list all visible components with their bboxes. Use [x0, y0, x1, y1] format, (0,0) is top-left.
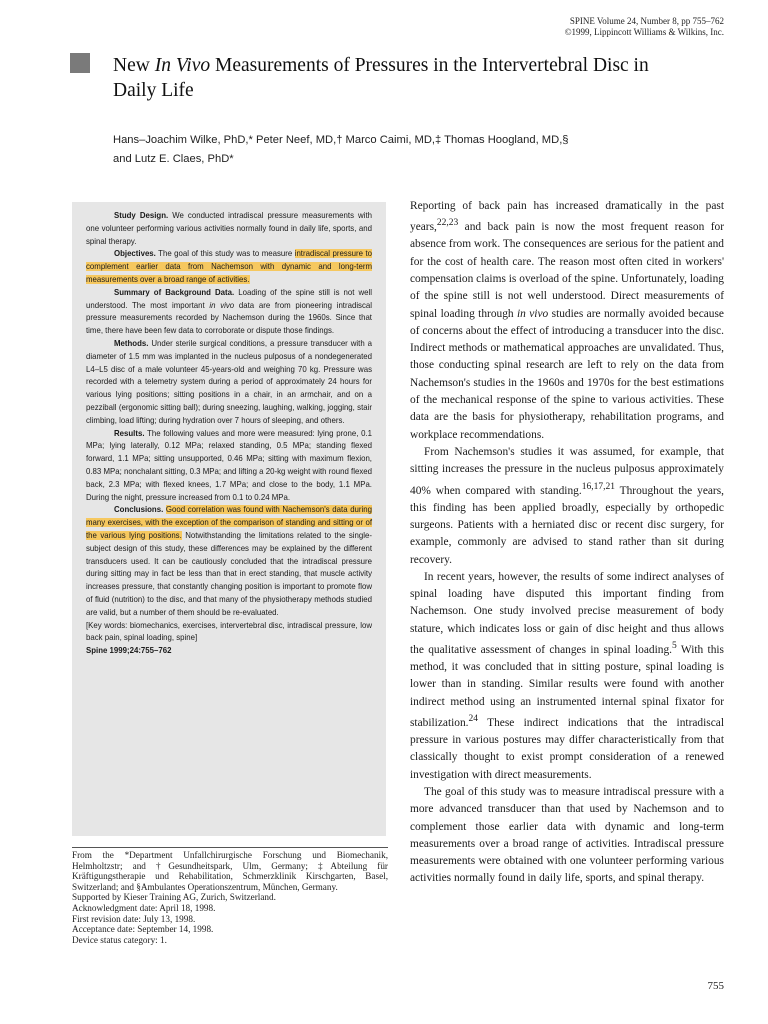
citation-ref: 5: [672, 641, 677, 652]
abstract-results: [86, 428, 372, 505]
text-run: From Nachemson's studies it was assumed, for example, that sitting increases the pressure in the nucleus pulposus approximately 40% when compared with standing.: [410, 445, 724, 497]
section-text: data are from pioneering intradiscal pressure measurements recorded by Nachemson during the 1960s. Since that time, there have been few data to corroborate or dispute those findings.: [86, 300, 373, 336]
section-text: Under sterile surgical conditions, a pressure transducer with a diameter of 1.5 mm was implanted in the nucleus pulposus of a nondegenerated L4–L5 disc of a male volunteer 45-years-old and weighing 70 kg. Pressure was recorded with a telemetry system during a period of approximately 24 hours for various lying positions; sitting positions in a chair, in an armchair, and on a pezziball (ergonomic sitting ball); during sneezing, laughing, walking, jogging, stair climbing, load lifting; during hydration over 7 hours of sleeping, and others.: [86, 338, 372, 425]
author-list: [113, 131, 673, 169]
abstract-objectives: [86, 248, 372, 286]
structured-abstract: [72, 202, 386, 836]
text-run: Reporting of back pain has increased dramatically in the past years,: [410, 200, 724, 234]
abstract-background: [86, 287, 372, 338]
footnotes: [72, 847, 388, 945]
body-paragraph-4: The goal of this study was to measure intradiscal pressure with a more advanced transducer than that used by Nachemson and to complement those earlier data with dynamic and long-term measurements over a broad range of activities. Intradiscal pressure measurements were obtained with one volunteer performing various activities normally found in daily life, sports, and spinal therapy.: [410, 785, 724, 885]
journal-citation-line: SPINE Volume 24, Number 8, pp 755–762: [569, 16, 724, 26]
italic-text: in vivo: [209, 300, 235, 310]
abstract-citation: Spine 1999;24:755–762: [86, 646, 172, 656]
text-run: and back pain is now the most frequent reason for absence from work. The consequences are serious for the patient and for the cost of health care. The reason most often cited in workers' compensation claims is overload of the spine. Unfortunately, loading of the spine still is not well understood. Direct measurements of spinal loading through: [410, 221, 724, 320]
text-run: Throughout the years, this finding has been applied broadly, especially by orthopedic surgeons. Patients with a herniated disc or recent disc surgery, for example, commonly are advised to stand rather than sit during recovery.: [410, 484, 725, 566]
section-heading: Objectives.: [114, 249, 156, 259]
body-paragraph-2: [410, 444, 724, 569]
abstract-study-design: [86, 210, 372, 248]
body-paragraph-3: [410, 569, 724, 784]
citation-ref: 16,17,21: [581, 481, 615, 492]
abstract-conclusions: [86, 504, 372, 619]
article-title: [113, 53, 673, 103]
text-run: With this method, it was concluded that in sitting posture, spinal loading is lower than in standing. Similar results were found with another indirect method using an instrumented internal spinal fixator for stabilization.: [410, 643, 724, 729]
highlighted-text: Good correlation was found with Nachemson's data during many exercises, with the exception of the comparison of standing and sitting or of the various lying positions.: [86, 505, 372, 540]
title-part: New: [113, 55, 155, 76]
italic-text: in vivo: [517, 307, 549, 320]
footnote-device-status: Device status category: 1.: [72, 934, 167, 945]
citation-ref: 22,23: [436, 218, 459, 229]
text-run: These indirect indications that the intradiscal pressure in various postures may differ characteristically from that classically thought to exist prompt consideration of a renewed investigation with direct measurements.: [410, 716, 724, 781]
section-text: Loading of the spine still is not well understood. The most important: [86, 287, 372, 310]
section-heading: Study Design.: [114, 211, 169, 220]
section-heading: Conclusions.: [114, 505, 164, 515]
footnote-affiliations: From the *Department Unfallchirurgische Forschung und Biomechanik, Helmholtzstr; and †Gesundheitspark, Ulm, Germany; ‡Abteilung für Kräftigungstherapie und Rehabilitation, Schmerzklinik Kirschgarten, Basel, Switzerland; and §Ambulantes Operationszentrum, München, Germany.: [72, 850, 388, 892]
text-run: studies are normally avoided because of concerns about the effect of introducing a transducer into the disc. Indirect methods or mathematical approaches are unvalidated. Thus, those conducting spinal research are left to rely on the data from Nachemson's studies in the 1960s and 1970s for the best estimations of the mechanical response of the spine to various activities. These data are the basis for physiotherapy, rehabilitation programs, and workplace recommendations.: [410, 307, 724, 441]
section-text: Notwithstanding the limitations related to the single-subject design of this study, these differences may be explained by the different transducers used. It can be cautiously concluded that the intradiscal pressure during sitting may in fact be less than that in erect standing, that muscle activity increases pressure, that constantly changing position is important to promote flow of fluid (nutrition) to the disc, and that many of the physiotherapy methods studied are valid, but a number of them should be re-evaluated.: [86, 530, 372, 617]
footnote-first-revision-date: First revision date: July 13, 1998.: [72, 913, 196, 924]
introduction-column: [410, 198, 724, 888]
footnote-acceptance-date: Acceptance date: September 14, 1998.: [72, 924, 214, 935]
section-heading: Methods.: [114, 338, 149, 348]
title-marker-square: [70, 53, 90, 73]
title-part: Measurements of Pressures in the Intervertebral Disc in Daily Life: [113, 55, 649, 101]
copyright-line: ©1999, Lippincott Williams & Wilkins, Inc.: [564, 27, 724, 37]
text-run: In recent years, however, the results of some indirect analyses of spinal loading have disputed this important finding from Nachemson. One study involved precise measurement of body stature, which indicates loss or gain of disc height and thus allows the qualitative assessment of changes in spinal loading.: [410, 570, 724, 656]
section-text: The following values and more were measured: lying prone, 0.1 MPa; lying laterally, 0.12 MPa; relaxed standing, 0.5 MPa; standing flexed forward, 1.1 MPa; sitting unsupported, 0.46 MPa; sitting with maximum flexion, 0.83 MPa; nonchalant sitting, 0.3 MPa; and lifting a 20-kg weight with round flexed back, 2.3 MPa; with flexed knees, 1.7 MPa; and close to the body, 1.1 MPa. During the night, pressure increased from 0.1 to 0.24 MPa.: [86, 428, 372, 502]
journal-info: [565, 16, 724, 38]
page-number: 755: [707, 980, 724, 992]
citation-ref: 24: [468, 714, 479, 724]
section-heading: Summary of Background Data.: [114, 287, 235, 297]
footnote-acknowledgment-date: Acknowledgment date: April 18, 1998.: [72, 902, 216, 913]
authors-line-1: Hans–Joachim Wilke, PhD,* Peter Neef, MD,† Marco Caimi, MD,‡ Thomas Hoogland, MD,§: [113, 134, 569, 146]
title-italic-part: In Vivo: [154, 55, 211, 76]
body-paragraph-1: [410, 198, 724, 444]
section-heading: Results.: [114, 428, 145, 438]
abstract-keywords: [Key words: biomechanics, exercises, intervertebral disc, intradiscal pressure, low back pain, spinal loading, spine]: [86, 620, 372, 643]
abstract-methods: [86, 338, 372, 428]
section-text: We conducted intradiscal pressure measurements with one volunteer performing various activities normally found in daily life, sports, and spinal therapy.: [86, 211, 372, 246]
section-text: The goal of this study was to measure: [155, 249, 295, 259]
authors-line-2: and Lutz E. Claes, PhD*: [113, 153, 234, 165]
highlighted-text: intradiscal pressure to complement earlier data from Nachemson with dynamic and long-term measurements over a broad range of activities.: [86, 249, 372, 284]
footnote-support: Supported by Kieser Training AG, Zurich, Switzerland.: [72, 892, 276, 903]
